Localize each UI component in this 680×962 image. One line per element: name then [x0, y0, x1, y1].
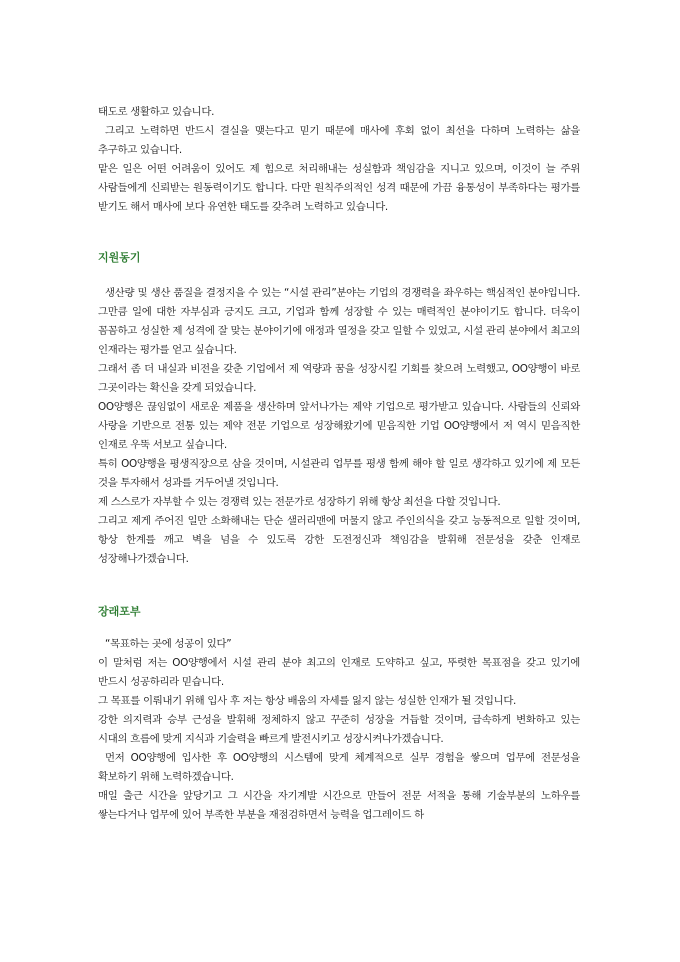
goal-paragraph: 매일 출근 시간을 앞당기고 그 시간을 자기계발 시간으로 만들어 전문 서적을 통해 기술부분의 노하우를 쌓는다거나 업무에 있어 부족한 부분을 재점검하면서 능력을 업그레이드 하 [98, 790, 580, 821]
intro-paragraph: 맡은 일은 어떤 어려움이 있어도 제 힘으로 처리해내는 성실함과 책임감을 지니고 있으며, 이것이 늘 주위 사람들에게 신뢰받는 원동력이기도 합니다. 다만 원칙주의적인 성격 때문에 가끔 융통성이 부족하다는 평가를 받기도 해서 매사에 보다 유연한 태도를 갖추려 노력하고 있습니다. [98, 163, 580, 213]
section-heading-goal: 장래포부 [98, 605, 141, 618]
goal-paragraph: 그 목표를 이뤄내기 위해 입사 후 저는 항상 배움의 자세를 잃지 않는 성실한 인재가 될 것입니다. [98, 695, 517, 707]
motive-paragraph: 특히 OO양행을 평생직장으로 삼을 것이며, 시설관리 업무를 평생 함께 해야 할 일로 생각하고 있기에 제 모든 것을 투자해서 성과를 거두어낼 것입니다. [98, 458, 580, 489]
motive-paragraph: 그리고 제게 주어진 일만 소화해내는 단순 샐러리맨에 머물지 않고 주인의식을 갖고 능동적으로 일할 것이며, 항상 한계를 깨고 벽을 넘을 수 있도록 강한 도전정신과 책임감을 발휘해 전문성을 갖춘 인재로 성장해나가겠습니다. [98, 515, 580, 565]
motive-paragraph: OO양행은 끊임없이 새로운 제품을 생산하며 앞서나가는 제약 기업으로 평가받고 있습니다. 사람들의 신뢰와 사랑을 기반으로 전통 있는 제약 전문 기업으로 성장해왔기에 믿음직한 기업 OO양행에서 저 역시 믿음직한 인재로 우뚝 서보고 싶습니다. [98, 401, 580, 451]
intro-paragraph: 태도로 생활하고 있습니다. [98, 106, 215, 118]
intro-paragraph: 그리고 노력하면 반드시 결실을 맺는다고 믿기 때문에 매사에 후회 없이 최선을 다하며 노력하는 삶을 추구하고 있습니다. [98, 125, 580, 156]
goal-quote: “목표하는 곳에 성공이 있다” [105, 638, 232, 650]
goal-paragraph: 강한 의지력과 승부 근성을 발휘해 정체하지 않고 꾸준히 성장을 거듭할 것이며, 급속하게 변화하고 있는 시대의 흐름에 맞게 지식과 기술력을 빠르게 발전시키고 성장시켜나가겠습니다. [98, 714, 580, 745]
section-heading-motive: 지원동기 [98, 251, 141, 264]
goal-paragraph: 이 말처럼 저는 OO양행에서 시설 관리 분야 최고의 인재로 도약하고 싶고, 뚜렷한 목표점을 갖고 있기에 반드시 성공하리라 믿습니다. [98, 657, 580, 688]
motive-paragraph: 제 스스로가 자부할 수 있는 경쟁력 있는 전문가로 성장하기 위해 항상 최선을 다할 것입니다. [98, 496, 501, 508]
motive-paragraph: 그래서 좀 더 내실과 비전을 갖춘 기업에서 제 역량과 꿈을 성장시킬 기회를 찾으려 노력했고, OO양행이 바로 그곳이라는 확신을 갖게 되었습니다. [98, 363, 580, 394]
motive-paragraph: 생산량 및 생산 품질을 결정지을 수 있는 “시설 관리”분야는 기업의 경쟁력을 좌우하는 핵심적인 분야입니다. 그만큼 일에 대한 자부심과 긍지도 크고, 기업과 함께 성장할 수 있는 매력적인 분야이기도 합니다. 더욱이 꼼꼼하고 성실한 제 성격에 잘 맞는 분야이기에 애정과 열정을 갖고 일할 수 있었고, 시설 관리 분야에서 최고의 인재라는 평가를 얻고 싶습니다. [98, 287, 580, 356]
goal-paragraph: 먼저 OO양행에 입사한 후 OO양행의 시스템에 맞게 체계적으로 실무 경험을 쌓으며 업무에 전문성을 확보하기 위해 노력하겠습니다. [98, 752, 580, 783]
